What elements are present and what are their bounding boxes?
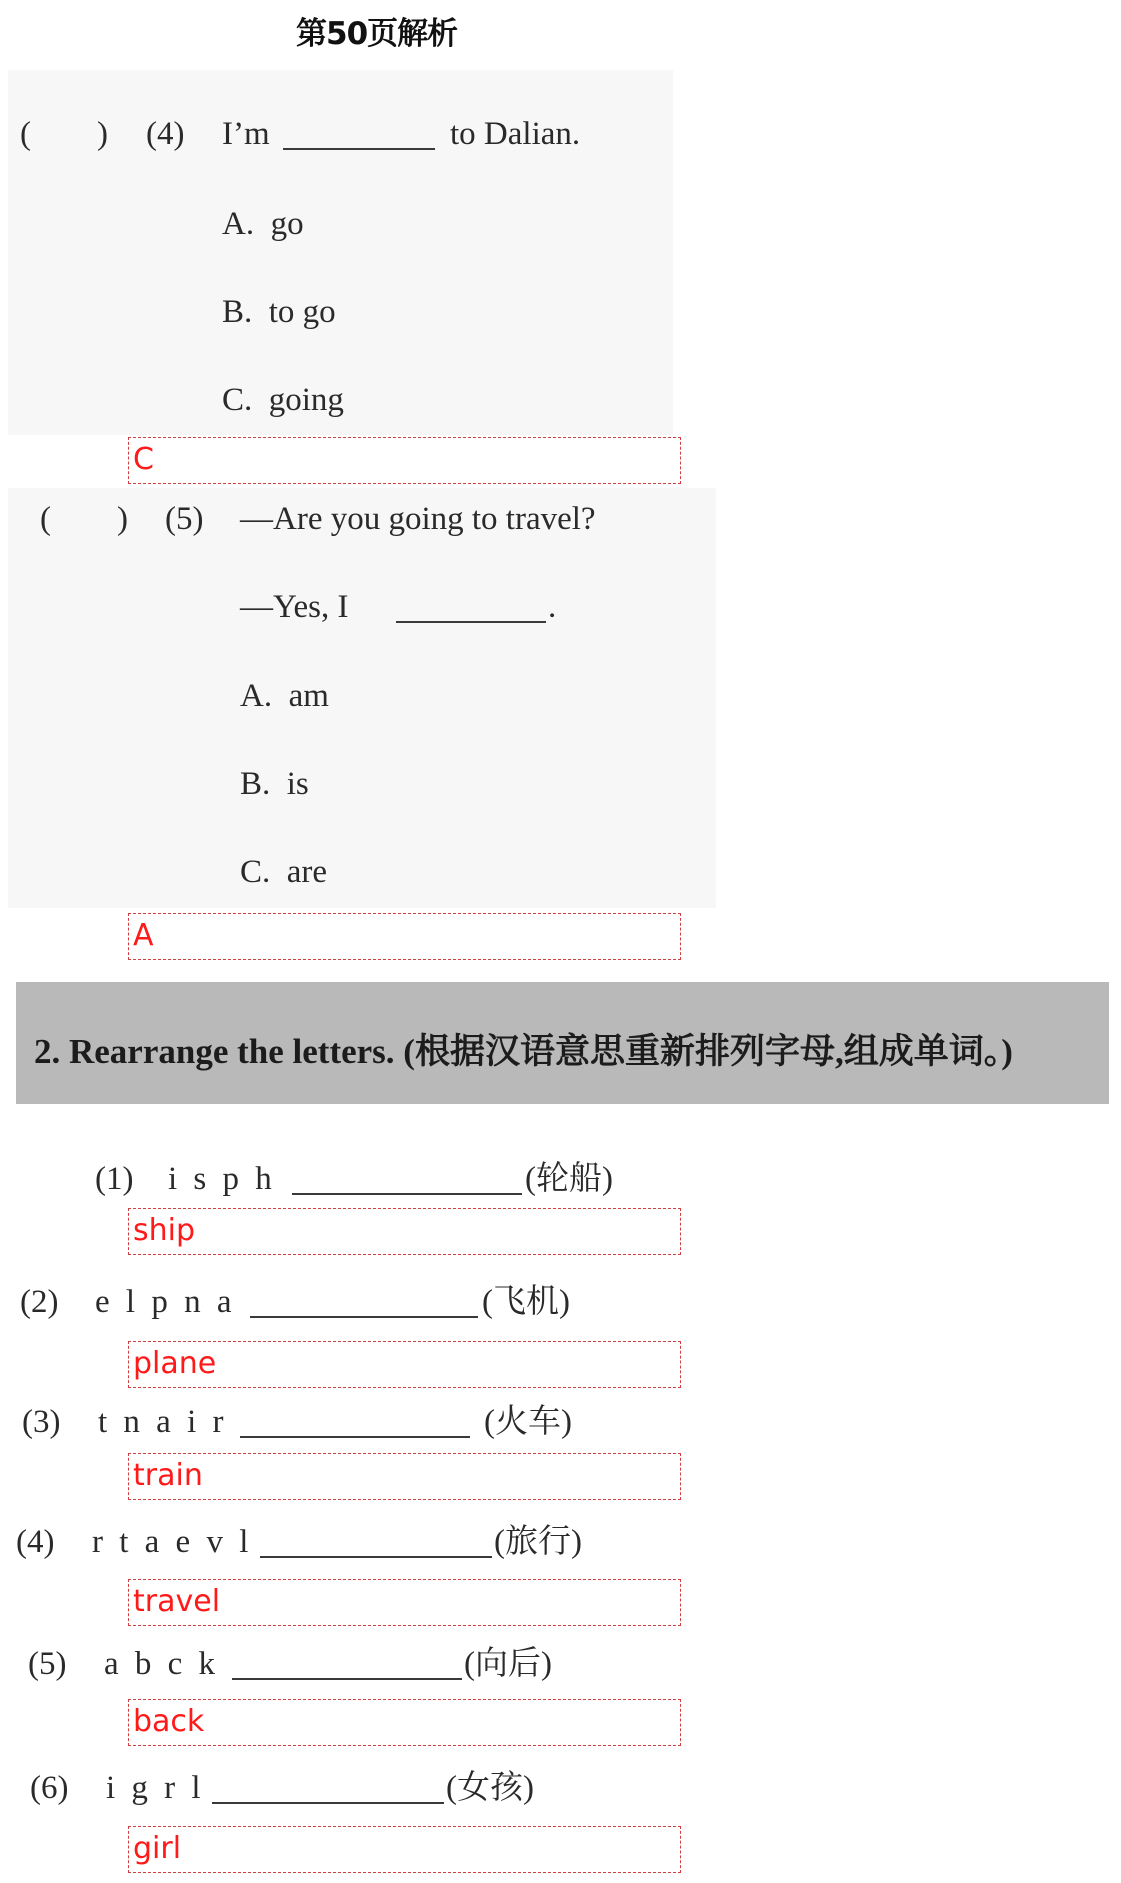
rearrange-2-hint: (飞机)	[482, 1284, 570, 1320]
rearrange-2-blank	[250, 1288, 478, 1318]
rearrange-4-answer-box: travel	[128, 1579, 681, 1626]
q5-answer-paren: ( )	[40, 501, 128, 537]
q4-answer-box: C	[128, 437, 681, 484]
q5-option-b: B. is	[240, 766, 309, 802]
q5-answer-box: A	[128, 913, 681, 960]
question-5-scan	[8, 488, 716, 908]
q4-stem-after: to Dalian.	[450, 116, 581, 152]
rearrange-4-letters: r t a e v l	[92, 1524, 253, 1560]
q5-option-c: C. are	[240, 854, 328, 890]
q5-option-a: A. am	[240, 678, 329, 714]
rearrange-1-number: (1)	[95, 1161, 134, 1197]
rearrange-4-number: (4)	[16, 1524, 55, 1560]
rearrange-3-answer-box: train	[128, 1453, 681, 1500]
rearrange-4-hint: (旅行)	[494, 1524, 582, 1560]
q5-line2-before: —Yes, I	[240, 589, 349, 625]
rearrange-2-number: (2)	[20, 1284, 59, 1320]
q4-number: (4)	[146, 116, 185, 152]
q4-blank	[283, 120, 435, 150]
q5-number: (5)	[165, 501, 204, 537]
rearrange-2-letters: e l p n a	[95, 1284, 236, 1320]
rearrange-5-number: (5)	[28, 1646, 67, 1682]
rearrange-3-blank	[240, 1408, 470, 1438]
q5-line1: —Are you going to travel?	[240, 501, 596, 537]
rearrange-6-number: (6)	[30, 1770, 69, 1806]
rearrange-3-letters: t n a i r	[98, 1404, 228, 1440]
q4-answer-paren: ( )	[20, 116, 108, 152]
rearrange-5-answer-box: back	[128, 1699, 681, 1746]
section-2-title: 2. Rearrange the letters. (根据汉语意思重新排列字母,组成单词。)	[34, 1032, 1013, 1071]
rearrange-6-letters: i g r l	[106, 1770, 205, 1806]
rearrange-3-hint: (火车)	[484, 1404, 572, 1440]
q4-option-b: B. to go	[222, 294, 336, 330]
rearrange-5-blank	[232, 1650, 462, 1680]
rearrange-5-hint: (向后)	[464, 1646, 552, 1682]
rearrange-1-hint: (轮船)	[525, 1161, 613, 1197]
rearrange-1-blank	[292, 1165, 522, 1195]
q5-line2-after: .	[548, 589, 557, 625]
rearrange-6-blank	[212, 1774, 444, 1804]
q5-blank	[396, 593, 546, 623]
rearrange-1-letters: i s p h	[168, 1161, 276, 1197]
rearrange-2-answer-box: plane	[128, 1341, 681, 1388]
q4-option-c: C. going	[222, 382, 344, 418]
rearrange-5-letters: a b c k	[104, 1646, 220, 1682]
q4-stem-before: I’m	[222, 116, 270, 152]
rearrange-4-blank	[260, 1528, 492, 1558]
rearrange-3-number: (3)	[22, 1404, 61, 1440]
q4-option-a: A. go	[222, 206, 304, 242]
rearrange-1-answer-box: ship	[128, 1208, 681, 1255]
rearrange-6-hint: (女孩)	[446, 1770, 534, 1806]
rearrange-6-answer-box: girl	[128, 1826, 681, 1873]
page-title: 第50页解析	[296, 16, 458, 52]
